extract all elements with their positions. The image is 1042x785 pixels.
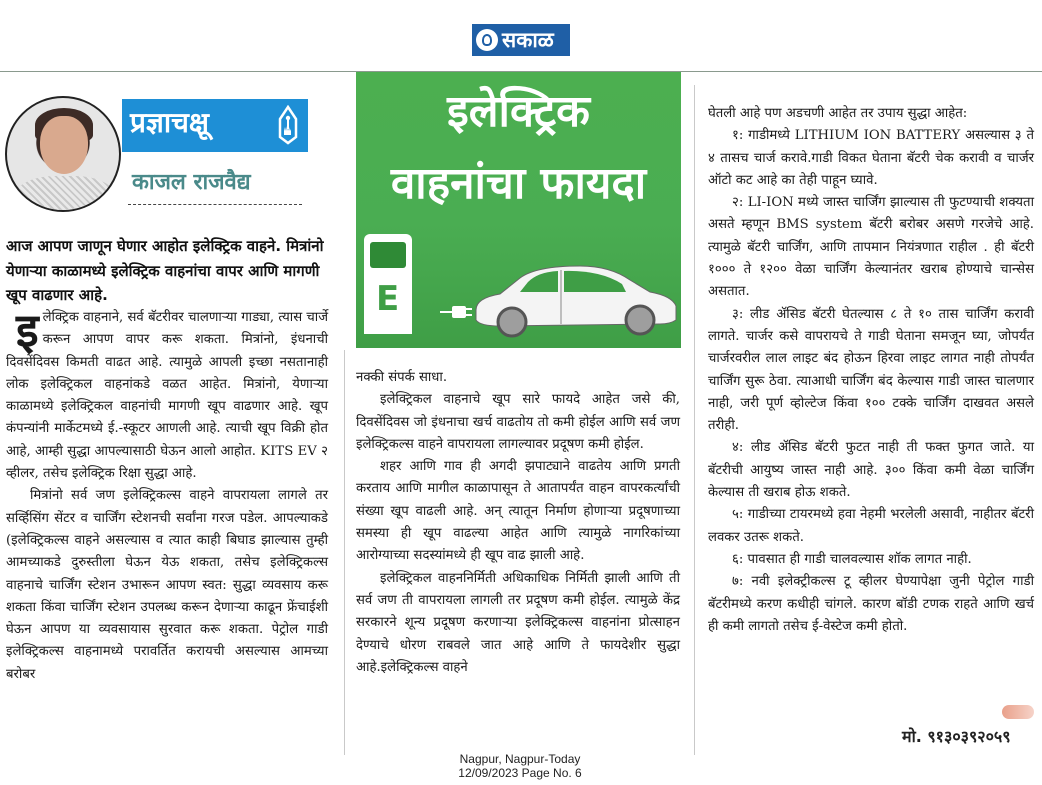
headline-graphic <box>356 72 681 348</box>
dropcap: इ <box>16 303 39 357</box>
column-divider <box>694 85 695 755</box>
author-divider <box>128 204 302 205</box>
article-column-2 <box>356 367 680 679</box>
contact-number: मो. ९१३०३९२०५९ <box>902 727 1011 746</box>
column-divider <box>344 350 345 755</box>
tip-item: १: गाडीमध्ये LITHIUM ION BATTERY असल्यास ३ ते ४ तासच चार्ज करावे.गाडी विकत घेताना बॅटरी चेक करावी व चार्जर ऑटो कट आहे का तेही पाहून घ्यावे. <box>708 128 1034 188</box>
paragraph: घेतली आहे पण अडचणी आहेत तर उपाय सुद्धा आहेत: <box>708 106 968 121</box>
article-column-1 <box>6 303 328 686</box>
article-lede: आज आपण जाणून घेणार आहोत इलेक्ट्रिक वाहने. मित्रांनो येणाऱ्या काळामध्ये इलेक्ट्रिक वाहनांचा वापर आणि मागणी खूप वाढणार आहे. <box>6 237 324 304</box>
tip-item: ४: लीड ॲसिड बॅटरी फुटत नाही ती फक्त फुगत जाते. या बॅटरीची आयुष्य जास्त नाही आहे. ३०० किंवा कमी वेळा चार्जिंग केल्यास ती खराब होऊ शकते. <box>708 440 1034 501</box>
page-footer <box>420 752 620 780</box>
column-banner <box>122 99 308 152</box>
headline-line-1: इलेक्ट्रिक <box>447 86 590 137</box>
tip-item: ५: गाडीच्या टायरमध्ये हवा नेहमी भरलेली असावी, नाहीतर बॅटरी लवकर उतरू शकते. <box>708 507 1034 545</box>
edition-label: Nagpur, Nagpur-Today <box>459 752 581 766</box>
masthead-logo <box>472 24 570 56</box>
end-mark-icon <box>1002 705 1034 719</box>
paragraph: नक्की संपर्क साधा. <box>356 370 448 385</box>
column-title: प्रज्ञाचक्षू <box>130 106 209 139</box>
article-column-3 <box>708 103 1034 638</box>
charging-station-icon: E <box>364 234 412 334</box>
paragraph: शहर आणि गाव ही अगदी झपाट्याने वाढतेय आणि प्रगती करताय आणि मागील काळापासून ते आतापर्यंत वाहन वापरकर्त्यांची संख्या खूप वाढली आहे. अन् त्यातून निर्माण होणाऱ्या प्रदूषणाच्या समस्या ही खूप वाढल्या आहेत आणि त्यामुळे नागरिकांच्या आरोग्याच्या सदस्यांमध्ये ही खूप वाढ झाली आहे. <box>356 459 680 564</box>
tip-item: ३: लीड ॲसिड बॅटरी घेतल्यास ८ ते १० तास चार्जिंग करावी लागते. चार्जर कसे वापरायचे ते गाडी घेताना समजून घ्या, जोपर्यंत चार्जरवरील लाल लाइट बंद होऊन हिरवा लाइट लागत नाही तोपर्यंत चार्जिंग सुरू ठेवा. त्याआधी चार्जिंग बंद केल्यास गाडी जास्त चालणार नाही, जरी पूर्ण व्होल्टेज किंवा १०० टक्के चार्जिंग दाखवत असले तरीही. <box>708 306 1034 434</box>
sakal-emblem-icon <box>476 29 498 51</box>
author-photo <box>5 96 121 212</box>
pen-nib-icon <box>274 105 302 145</box>
headline-line-2: वाहनांचा फायदा <box>390 158 647 209</box>
paragraph: मित्रांनो सर्व जण इलेक्ट्रिकल्स वाहने वापरायला लागले तर सर्व्हिसिंग सेंटर व चार्जिंग स्टेशनची सर्वांना गरज पडेल. आपल्याकडे (इलेक्ट्रिकल्स वाहने असल्यास व त्यात काही बिघाड झाल्यास तुम्ही आमच्याकडे दुरुस्तीला घेऊन येऊ शकता, तसेच इलेक्ट्रिकल्स वाहनाचे चार्जिंग स्टेशन उभारून आपण स्वत: सुद्धा व्यवसाय करू शकता किंवा चार्जिंग स्टेशन उपलब्ध करून देणाऱ्या काढून फ्रेंचाईशी घेऊन आपण या व्यवसायास सुरवात करू शकता. पेट्रोल गाडी इलेक्ट्रिकल्स वाहनामध्ये परावर्तित करायची असल्यास आमच्या बरोबर <box>6 488 328 682</box>
date-page-label: 12/09/2023 Page No. 6 <box>458 766 582 780</box>
author-name: काजल राजवैद्य <box>132 170 251 195</box>
tip-item: ७: नवी इलेक्ट्रीकल्स टू व्हीलर घेण्यापेक्षा जुनी पेट्रोल गाडी बॅटरीमध्ये करण कधीही चांगले. कारण बॉडी टणक राहते आणि खर्च ही कमी लागतो तसेच ई-वेस्टेज कमी होतो. <box>708 574 1034 634</box>
paragraph: इलेक्ट्रिकल वाहनाचे खूप सारे फायदे आहेत जसे की, दिवसेंदिवस जो इंधनाचा खर्च वाढतोय तो कमी होईल आणि सर्व जण इलेक्ट्रिकल्स वाहने वापरायला लागल्यावर प्रदूषण कमी होईल. <box>356 392 680 452</box>
electric-car-icon <box>440 258 680 338</box>
paragraph: इलेक्ट्रिकल वाहननिर्मिती अधिकाधिक निर्मिती झाली आणि ती सर्व जण ती वापरायला लागली तर प्रदूषण कमी होईल. त्यामुळे केंद्र सरकारने शून्य प्रदूषण करणाऱ्या इलेक्ट्रिकल्स वाहनांना प्रोत्साहन देण्याचे धोरण राबवले जात आहे आणि ते फायदेशीर सुद्धा आहे.इलेक्ट्रिकल्स वाहने <box>356 570 680 675</box>
paragraph: इलेक्ट्रिक वाहनाने, सर्व बॅटरीवर चालणाऱ्या गाड्या, त्यास चार्जे करून आपण वापर करू शकता. मित्रांनो, इंधनाची दिवसेंदिवस किमती वाढत आहे. त्यामुळे आपली इच्छा नसतानाही लोक इलेक्ट्रिकल वाहनांकडे वळत आहेत. मित्रांनो, येणाऱ्या काळामध्ये इलेक्ट्रिकल वाहनांची मागणी खूप वाढणार आहे. खूप कंपन्यांनी मार्केटमध्ये ई.-स्कूटर आणली आहे. त्याची खूप विक्री होत आहे, आम्ही सुद्धा आपल्यासाठी घेऊन आलो आहोत. KITS EV २ व्हीलर, तसेच इलेक्ट्रिक रिक्षा सुद्धा आहे. <box>6 303 328 482</box>
masthead-name: सकाळ <box>502 27 554 52</box>
tip-item: ६: पावसात ही गाडी चालवल्यास शॉक लागत नाही. <box>732 551 972 567</box>
tip-item: २: LI-ION मध्ये जास्त चार्जिंग झाल्यास ती फुटण्याची शक्यता असते म्हणून BMS system बॅटरी बरोबर असणे गरजेचे आहे. त्यामुळे बॅटरी चार्जिंग, आणि तापमान नियंत्रणात राहील . ही बॅटरी १००० ते १२०० वेळा चार्जिंग केल्यानंतर खराब होण्याचे चान्सेस असतात. <box>708 195 1034 300</box>
